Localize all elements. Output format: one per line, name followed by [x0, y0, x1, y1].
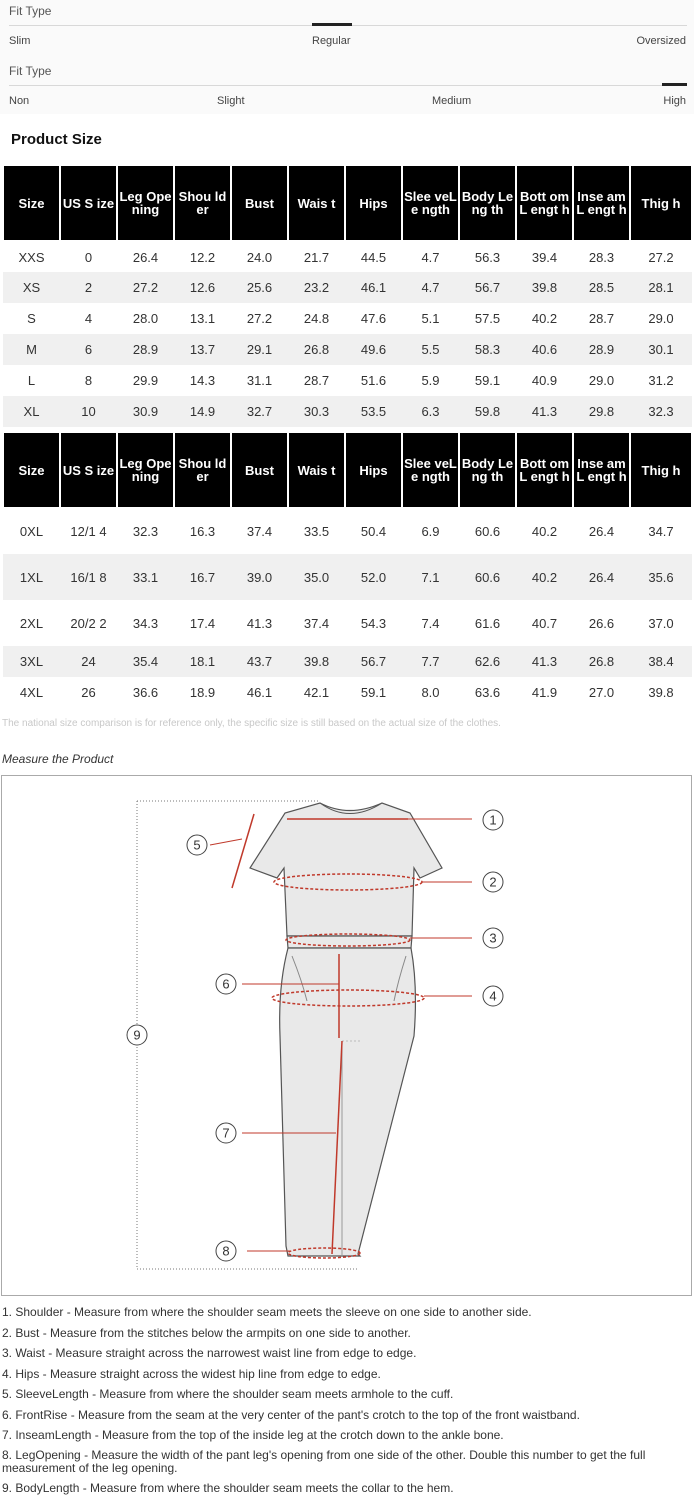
- table-cell: 41.3: [516, 396, 573, 427]
- table-cell: 60.6: [459, 554, 516, 600]
- table-cell: 20/2 2: [60, 600, 117, 646]
- table-cell: XXS: [3, 241, 60, 272]
- table-cell: 59.1: [345, 677, 402, 708]
- table-cell: 13.7: [174, 334, 231, 365]
- table-cell: 8: [60, 365, 117, 396]
- marker-number-6: 6: [222, 976, 230, 992]
- table-cell: 42.1: [288, 677, 345, 708]
- marker-number-7: 7: [222, 1125, 230, 1141]
- column-header: Size: [3, 165, 60, 241]
- column-header: Inse amL engt h: [573, 432, 630, 508]
- table-cell: 16.7: [174, 554, 231, 600]
- table-cell: 39.8: [630, 677, 692, 708]
- marker-1: [483, 810, 503, 830]
- table-row: [3, 396, 692, 427]
- table-cell: 35.6: [630, 554, 692, 600]
- fit-scale-2: [0, 57, 694, 114]
- table-row: [3, 303, 692, 334]
- table-cell: 37.4: [231, 508, 288, 554]
- column-header: Inse amL engt h: [573, 165, 630, 241]
- fit-scale-marker: [312, 23, 352, 26]
- table-row: [3, 677, 692, 708]
- table-cell: 5.9: [402, 365, 459, 396]
- instruction-body-length: 9. BodyLength - Measure from where the shoulder seam meets the collar to the hem.: [2, 1481, 454, 1495]
- table-cell: 12/1 4: [60, 508, 117, 554]
- table-cell: 37.4: [288, 600, 345, 646]
- table-cell: 39.4: [516, 241, 573, 272]
- table-cell: 56.7: [459, 272, 516, 303]
- table-cell: 59.8: [459, 396, 516, 427]
- table-cell: 50.4: [345, 508, 402, 554]
- column-header: Shou lder: [174, 432, 231, 508]
- table-cell: 33.5: [288, 508, 345, 554]
- table-cell: 27.2: [630, 241, 692, 272]
- table-cell: 3XL: [3, 646, 60, 677]
- size-table-standard: [2, 164, 693, 427]
- column-header: Slee veLe ngth: [402, 165, 459, 241]
- table-cell: 4XL: [3, 677, 60, 708]
- table-cell: 14.9: [174, 396, 231, 427]
- table-cell: 17.4: [174, 600, 231, 646]
- table-cell: 35.4: [117, 646, 174, 677]
- column-header: Thig h: [630, 432, 692, 508]
- column-header: Wais t: [288, 432, 345, 508]
- table-cell: 54.3: [345, 600, 402, 646]
- table-cell: 39.8: [288, 646, 345, 677]
- fit-option-medium: Medium: [432, 95, 472, 107]
- table-cell: 41.3: [516, 646, 573, 677]
- fit-scale-title: Fit Type: [9, 64, 52, 78]
- table-cell: 25.6: [231, 272, 288, 303]
- table-cell: 26: [60, 677, 117, 708]
- table-cell: 61.6: [459, 600, 516, 646]
- instruction-inseam-length: 7. InseamLength - Measure from the top of the inside leg at the crotch down to the ankle bone.: [2, 1428, 504, 1442]
- table-cell: 24.8: [288, 303, 345, 334]
- table-cell: 30.3: [288, 396, 345, 427]
- marker-number-9: 9: [133, 1027, 141, 1043]
- table-cell: 12.6: [174, 272, 231, 303]
- table-cell: 57.5: [459, 303, 516, 334]
- column-header: US S ize: [60, 165, 117, 241]
- table-cell: 30.1: [630, 334, 692, 365]
- table-cell: 12.2: [174, 241, 231, 272]
- column-header: Hips: [345, 432, 402, 508]
- table-cell: 29.9: [117, 365, 174, 396]
- table-cell: 6.9: [402, 508, 459, 554]
- table-cell: 59.1: [459, 365, 516, 396]
- table-cell: 39.0: [231, 554, 288, 600]
- table-cell: 34.7: [630, 508, 692, 554]
- instruction-bust: 2. Bust - Measure from the stitches below the armpits on one side to another.: [2, 1325, 411, 1340]
- table-cell: 56.7: [345, 646, 402, 677]
- fit-option-oversized: Oversized: [636, 35, 686, 47]
- table-cell: 24: [60, 646, 117, 677]
- table-cell: 18.1: [174, 646, 231, 677]
- table-cell: 29.8: [573, 396, 630, 427]
- table-cell: 13.1: [174, 303, 231, 334]
- table-cell: 60.6: [459, 508, 516, 554]
- table-row: [3, 241, 692, 272]
- table-cell: 28.9: [573, 334, 630, 365]
- column-header: Hips: [345, 165, 402, 241]
- marker-5: [187, 835, 207, 855]
- marker-8: [216, 1241, 236, 1261]
- table-cell: 27.2: [231, 303, 288, 334]
- table-cell: 63.6: [459, 677, 516, 708]
- jumpsuit-illustration: [2, 776, 691, 1295]
- table-cell: 0: [60, 241, 117, 272]
- instruction-shoulder: 1. Shoulder - Measure from where the shoulder seam meets the sleeve on one side to another side.: [2, 1305, 532, 1319]
- table-cell: 14.3: [174, 365, 231, 396]
- table-cell: 28.5: [573, 272, 630, 303]
- table-row: [3, 272, 692, 303]
- table-cell: 6: [60, 334, 117, 365]
- table-cell: XS: [3, 272, 60, 303]
- table-cell: 47.6: [345, 303, 402, 334]
- marker-6: [216, 974, 236, 994]
- table-cell: 23.2: [288, 272, 345, 303]
- marker-number-1: 1: [489, 812, 497, 828]
- table-cell: 32.7: [231, 396, 288, 427]
- table-cell: 29.1: [231, 334, 288, 365]
- table-cell: 40.2: [516, 554, 573, 600]
- table-cell: 35.0: [288, 554, 345, 600]
- column-header: Body Leng th: [459, 432, 516, 508]
- table-cell: 28.0: [117, 303, 174, 334]
- table-cell: 0XL: [3, 508, 60, 554]
- table-header-row: [3, 165, 692, 241]
- table-cell: 41.3: [231, 600, 288, 646]
- table-cell: 39.8: [516, 272, 573, 303]
- table-cell: 24.0: [231, 241, 288, 272]
- table-cell: 21.7: [288, 241, 345, 272]
- measurement-instructions: [2, 1305, 692, 1500]
- table-cell: 7.4: [402, 600, 459, 646]
- table-cell: 4: [60, 303, 117, 334]
- column-header: Bust: [231, 165, 288, 241]
- table-cell: 43.7: [231, 646, 288, 677]
- instruction-sleeve-length: 5. SleeveLength - Measure from where the shoulder seam meets armhole to the cuff.: [2, 1387, 454, 1401]
- table-row: [3, 365, 692, 396]
- column-header: Slee veLe ngth: [402, 432, 459, 508]
- fit-option-slight: Slight: [217, 95, 245, 107]
- table-cell: 53.5: [345, 396, 402, 427]
- table-cell: 62.6: [459, 646, 516, 677]
- table-cell: 38.4: [630, 646, 692, 677]
- size-reference-note: The national size comparison is for reference only, the specific size is still based on the actual size of the clothes.: [2, 718, 501, 729]
- fit-scale-marker: [662, 83, 687, 86]
- marker-number-8: 8: [222, 1243, 230, 1259]
- table-cell: 2: [60, 272, 117, 303]
- table-cell: 46.1: [345, 272, 402, 303]
- marker-number-2: 2: [489, 874, 497, 890]
- table-cell: 52.0: [345, 554, 402, 600]
- fit-option-regular: Regular: [312, 35, 351, 47]
- table-cell: 36.6: [117, 677, 174, 708]
- table-header-row: [3, 432, 692, 508]
- marker-3: [483, 928, 503, 948]
- table-row: [3, 554, 692, 600]
- column-header: Bott omL engt h: [516, 165, 573, 241]
- table-cell: 16/1 8: [60, 554, 117, 600]
- size-table-plus: [2, 431, 693, 708]
- column-header: Leg Ope ning: [117, 165, 174, 241]
- table-cell: 51.6: [345, 365, 402, 396]
- table-cell: 58.3: [459, 334, 516, 365]
- fit-scale-1: [0, 0, 694, 57]
- table-cell: 40.2: [516, 508, 573, 554]
- table-cell: 26.4: [573, 554, 630, 600]
- marker-7: [216, 1123, 236, 1143]
- table-cell: 44.5: [345, 241, 402, 272]
- table-cell: 5.5: [402, 334, 459, 365]
- fit-scale-title: Fit Type: [9, 4, 52, 18]
- table-cell: 49.6: [345, 334, 402, 365]
- column-header: US S ize: [60, 432, 117, 508]
- table-cell: 7.7: [402, 646, 459, 677]
- product-size-title: Product Size: [11, 131, 102, 148]
- column-header: Leg Ope ning: [117, 432, 174, 508]
- table-cell: 26.6: [573, 600, 630, 646]
- table-row: [3, 600, 692, 646]
- table-cell: 4.7: [402, 272, 459, 303]
- fit-scale-track: [9, 85, 687, 86]
- column-header: Thig h: [630, 165, 692, 241]
- table-cell: 40.7: [516, 600, 573, 646]
- instruction-leg-opening: 8. LegOpening - Measure the width of the pant leg's opening from one side of the other. Double this number to get the full measurement of the leg opening.: [2, 1447, 646, 1475]
- table-cell: 31.1: [231, 365, 288, 396]
- table-cell: 40.6: [516, 334, 573, 365]
- table-cell: 41.9: [516, 677, 573, 708]
- table-cell: 7.1: [402, 554, 459, 600]
- table-cell: 46.1: [231, 677, 288, 708]
- table-cell: 26.8: [573, 646, 630, 677]
- table-cell: 28.7: [288, 365, 345, 396]
- column-header: Bott omL engt h: [516, 432, 573, 508]
- garment-top: [250, 803, 442, 936]
- table-cell: 31.2: [630, 365, 692, 396]
- table-cell: 28.9: [117, 334, 174, 365]
- table-cell: 1XL: [3, 554, 60, 600]
- table-cell: 40.9: [516, 365, 573, 396]
- column-header: Shou lder: [174, 165, 231, 241]
- column-header: Size: [3, 432, 60, 508]
- table-cell: 16.3: [174, 508, 231, 554]
- table-cell: 26.4: [117, 241, 174, 272]
- table-cell: L: [3, 365, 60, 396]
- table-row: [3, 508, 692, 554]
- table-cell: 8.0: [402, 677, 459, 708]
- table-cell: 6.3: [402, 396, 459, 427]
- table-cell: 4.7: [402, 241, 459, 272]
- table-cell: 27.2: [117, 272, 174, 303]
- measurement-diagram: [1, 775, 692, 1296]
- table-cell: 33.1: [117, 554, 174, 600]
- table-cell: 32.3: [117, 508, 174, 554]
- table-cell: 10: [60, 396, 117, 427]
- column-header: Body Leng th: [459, 165, 516, 241]
- table-cell: 29.0: [573, 365, 630, 396]
- table-cell: 2XL: [3, 600, 60, 646]
- table-cell: 29.0: [630, 303, 692, 334]
- table-cell: S: [3, 303, 60, 334]
- instruction-waist: 3. Waist - Measure straight across the narrowest waist line from edge to edge.: [2, 1346, 417, 1360]
- marker-number-3: 3: [489, 930, 497, 946]
- table-cell: 26.8: [288, 334, 345, 365]
- instruction-front-rise: 6. FrontRise - Measure from the seam at the very center of the pant's crotch to the top of the front waistband.: [2, 1407, 580, 1422]
- table-cell: 30.9: [117, 396, 174, 427]
- table-cell: 28.7: [573, 303, 630, 334]
- table-cell: 18.9: [174, 677, 231, 708]
- table-cell: M: [3, 334, 60, 365]
- fit-option-high: High: [663, 95, 686, 107]
- table-row: [3, 646, 692, 677]
- table-cell: 5.1: [402, 303, 459, 334]
- table-cell: 28.1: [630, 272, 692, 303]
- column-header: Wais t: [288, 165, 345, 241]
- instruction-hips: 4. Hips - Measure straight across the widest hip line from edge to edge.: [2, 1366, 381, 1381]
- table-cell: 56.3: [459, 241, 516, 272]
- marker-number-5: 5: [193, 837, 201, 853]
- table-cell: 26.4: [573, 508, 630, 554]
- table-row: [3, 334, 692, 365]
- fit-option-slim: Slim: [9, 35, 31, 47]
- table-cell: XL: [3, 396, 60, 427]
- table-cell: 28.3: [573, 241, 630, 272]
- measure-title: Measure the Product: [2, 752, 114, 766]
- marker-4: [483, 986, 503, 1006]
- marker-2: [483, 872, 503, 892]
- table-cell: 27.0: [573, 677, 630, 708]
- column-header: Bust: [231, 432, 288, 508]
- fit-option-non: Non: [9, 95, 30, 107]
- table-cell: 34.3: [117, 600, 174, 646]
- table-cell: 37.0: [630, 600, 692, 646]
- marker-9: [127, 1025, 147, 1045]
- table-cell: 40.2: [516, 303, 573, 334]
- table-cell: 32.3: [630, 396, 692, 427]
- marker-number-4: 4: [489, 988, 497, 1004]
